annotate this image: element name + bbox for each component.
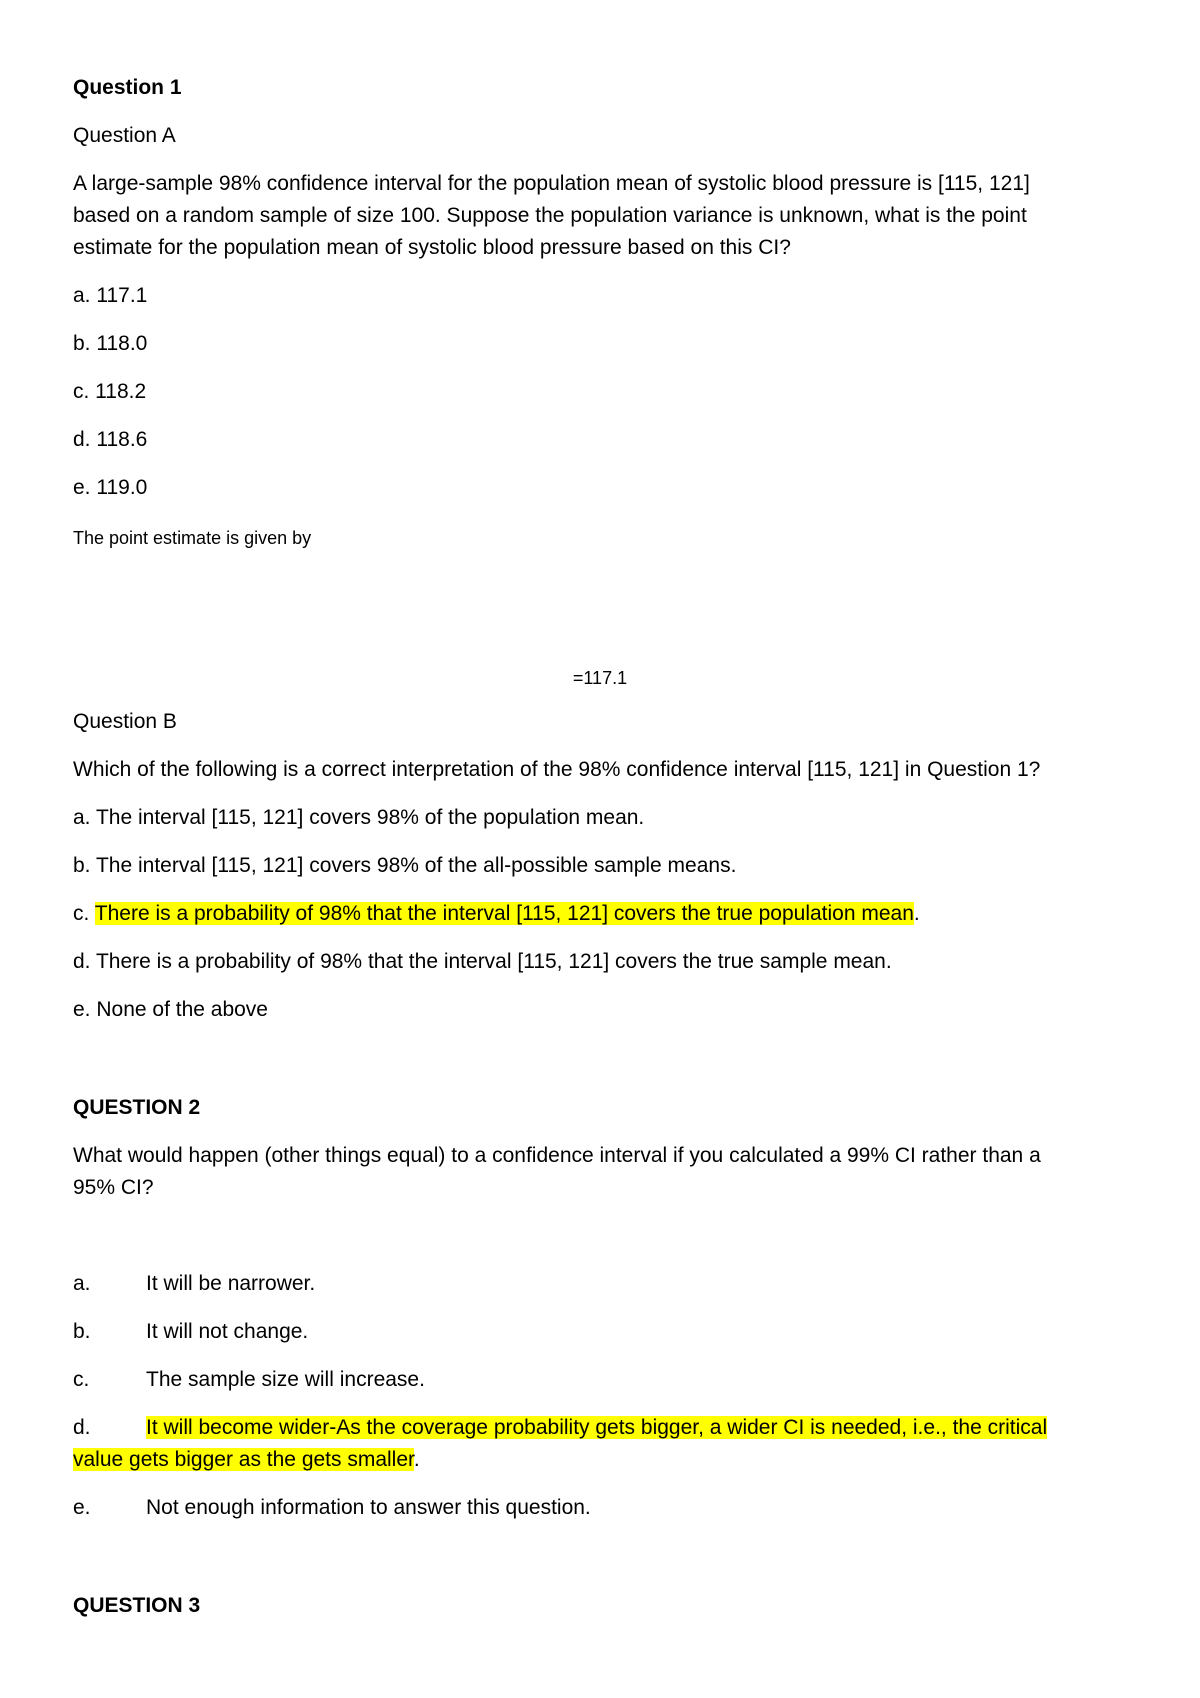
question-b-option-d: d. There is a probability of 98% that the interval [115, 121] covers the true sample mean. [73,950,892,973]
question-a-option-a: a. 117.1 [73,284,148,307]
option-letter: a. [73,1272,91,1295]
question-2-heading: QUESTION 2 [73,1096,201,1119]
question-a-option-e: e. 119.0 [73,476,148,499]
question-a-option-c: c. 118.2 [73,380,147,403]
question-2-option-e [73,1492,591,1524]
answer-value: =117.1 [572,668,628,688]
question-b-option-e: e. None of the above [73,998,268,1021]
question-1-heading: Question 1 [73,76,182,99]
question-b-stem: Which of the following is a correct interpretation of the 98% confidence interval [115, 121] in Question 1? [73,758,1041,781]
question-3-heading: QUESTION 3 [73,1594,201,1617]
answer-note: The point estimate is given by [73,528,312,548]
question-a-option-d: d. 118.6 [73,428,148,451]
question-b-option-a: a. The interval [115, 121] covers 98% of the population mean. [73,806,645,829]
option-text: It will not change. [146,1320,309,1343]
question-b-option-b: b. The interval [115, 121] covers 98% of the all-possible sample means. [73,854,737,877]
question-2-stem-line-2: 95% CI? [73,1176,154,1199]
question-2-stem-line-1: What would happen (other things equal) to a confidence interval if you calculated a 99% CI rather than a [73,1144,1041,1167]
option-text: The sample size will increase. [146,1368,425,1391]
option-letter: c. [73,1368,90,1391]
question-a-heading: Question A [73,124,176,147]
question-b-option-c [73,898,920,930]
option-letter: b. [73,1320,91,1343]
option-letter: e. [73,1496,91,1519]
question-2-option-a [73,1268,315,1300]
question-a-stem-line-3: estimate for the population mean of systolic blood pressure based on this CI? [73,236,791,259]
option-c-prefix: c. [73,902,95,925]
option-text: It will be narrower. [146,1272,316,1295]
question-b-heading: Question B [73,710,177,733]
question-a-stem-line-1: A large-sample 98% confidence interval for the population mean of systolic blood pressure is [115, 121] [73,172,1030,195]
option-d-suffix: . [413,1448,420,1471]
option-c-highlighted-answer: There is a probability of 98% that the interval [115, 121] covers the true population mean [94,902,914,925]
option-c-suffix: . [913,902,920,925]
question-2-option-c [73,1364,425,1396]
question-2-option-d [73,1412,1047,1444]
question-a-option-b: b. 118.0 [73,332,148,355]
option-d-highlighted-answer-line-1: It will become wider-As the coverage probability gets bigger, a wider CI is needed, i.e., the critical [146,1416,1048,1439]
option-letter: d. [73,1416,91,1439]
option-d-highlighted-answer-line-2: value gets bigger as the gets smaller [73,1448,414,1471]
option-text: Not enough information to answer this question. [146,1496,591,1519]
question-a-stem-line-2: based on a random sample of size 100. Suppose the population variance is unknown, what is the point [73,204,1027,227]
question-2-option-b [73,1316,308,1348]
question-2-option-d-continued [73,1444,420,1476]
